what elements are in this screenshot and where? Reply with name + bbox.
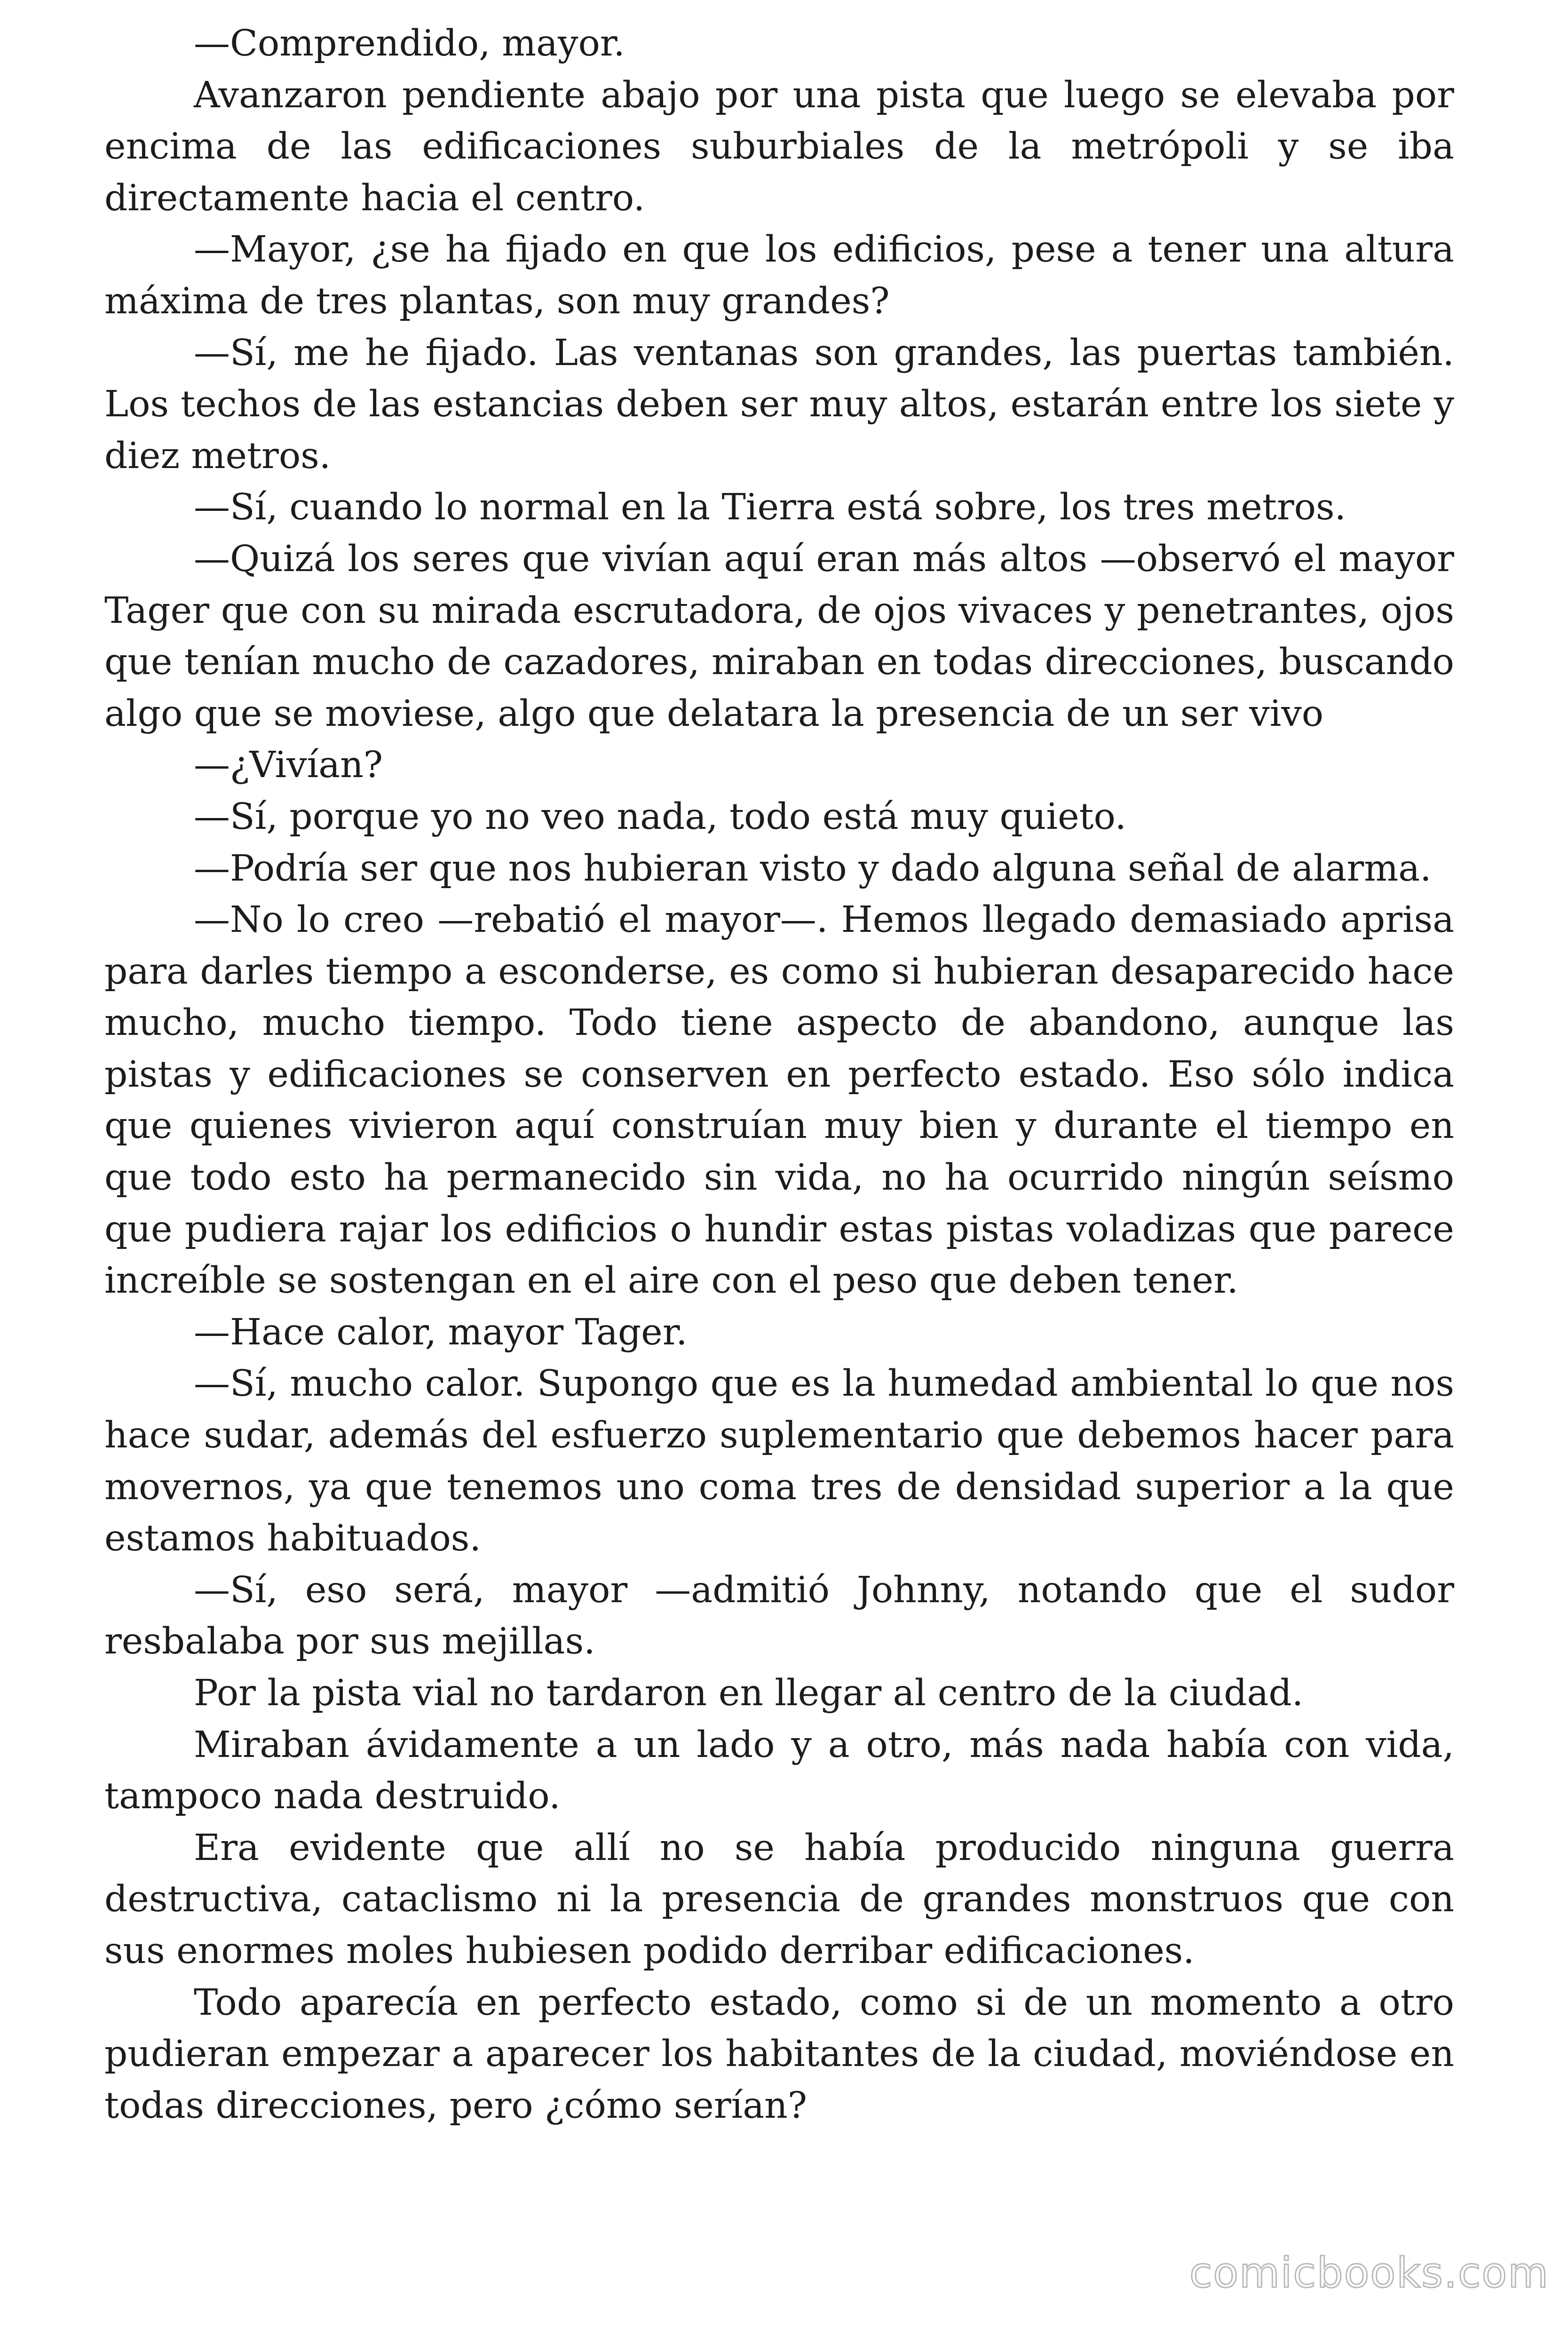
paragraph: —Sí, cuando lo normal en la Tierra está sobre, los tres metros. bbox=[194, 486, 1346, 529]
paragraph: —Sí, mucho calor. Supongo que es la humedad ambiental lo que nos hace sudar, además del esfuerzo suplementario que debemos hacer para movernos, ya que tenemos uno coma tres de densidad superior a la que estamos habituados. bbox=[104, 1363, 1454, 1560]
paragraph: —No lo creo —rebatió el mayor—. Hemos llegado demasiado aprisa para darles tiempo a esconderse, es como si hubieran desaparecido hace mucho, mucho tiempo. Todo tiene aspecto de abandono, aunque las pistas y edificaciones se conserven en perfecto estado. Eso sólo indica que quienes vivieron aquí construían muy bien y durante el tiempo en que todo esto ha permanecido sin vida, no ha ocurrido ningún seísmo que pudiera rajar los edificios o hundir estas pistas voladizas que parece increíble se sostengan en el aire con el peso que deben tener. bbox=[104, 899, 1454, 1302]
paragraph: —¿Vivían? bbox=[194, 744, 383, 787]
paragraph: Por la pista vial no tardaron en llegar al centro de la ciudad. bbox=[194, 1672, 1304, 1714]
paragraph: —Quizá los seres que vivían aquí eran más altos —observó el mayor Tager que con su mirada escrutadora, de ojos vivaces y penetrantes, ojos que tenían mucho de cazadores, miraban en todas direcciones, buscando algo que se moviese, algo que delatara la presencia de un ser vivo bbox=[104, 538, 1454, 735]
watermark: comicbooks.com bbox=[1189, 2249, 1549, 2297]
paragraph: Avanzaron pendiente abajo por una pista que luego se elevaba por encima de las edificaciones suburbiales de la metrópoli y se iba directamente hacia el centro. bbox=[104, 74, 1454, 219]
paragraph: Era evidente que allí no se había producido ninguna guerra destructiva, cataclismo ni la presencia de grandes monstruos que con sus enormes moles hubiesen podido derribar edificaciones. bbox=[104, 1827, 1454, 1972]
paragraph: —Podría ser que nos hubieran visto y dado alguna señal de alarma. bbox=[194, 847, 1432, 890]
paragraph: —Sí, me he fijado. Las ventanas son grandes, las puertas también. Los techos de las estancias deben ser muy altos, estarán entre los siete y diez metros. bbox=[104, 332, 1454, 477]
paragraph: —Comprendido, mayor. bbox=[194, 23, 625, 64]
page-text bbox=[104, 18, 1454, 2131]
paragraph: Todo aparecía en perfecto estado, como si de un momento a otro pudieran empezar a aparecer los habitantes de la ciudad, moviéndose en todas direcciones, pero ¿cómo serían? bbox=[104, 1981, 1454, 2127]
paragraph: —Hace calor, mayor Tager. bbox=[194, 1311, 688, 1353]
paragraph: —Sí, porque yo no veo nada, todo está muy quieto. bbox=[194, 795, 1126, 838]
paragraph: —Mayor, ¿se ha fijado en que los edificios, pese a tener una altura máxima de tres plantas, son muy grandes? bbox=[104, 229, 1454, 322]
paragraph: Miraban ávidamente a un lado y a otro, más nada había con vida, tampoco nada destruido. bbox=[104, 1724, 1454, 1818]
paragraph: —Sí, eso será, mayor —admitió Johnny, notando que el sudor resbalaba por sus mejillas. bbox=[104, 1569, 1454, 1663]
